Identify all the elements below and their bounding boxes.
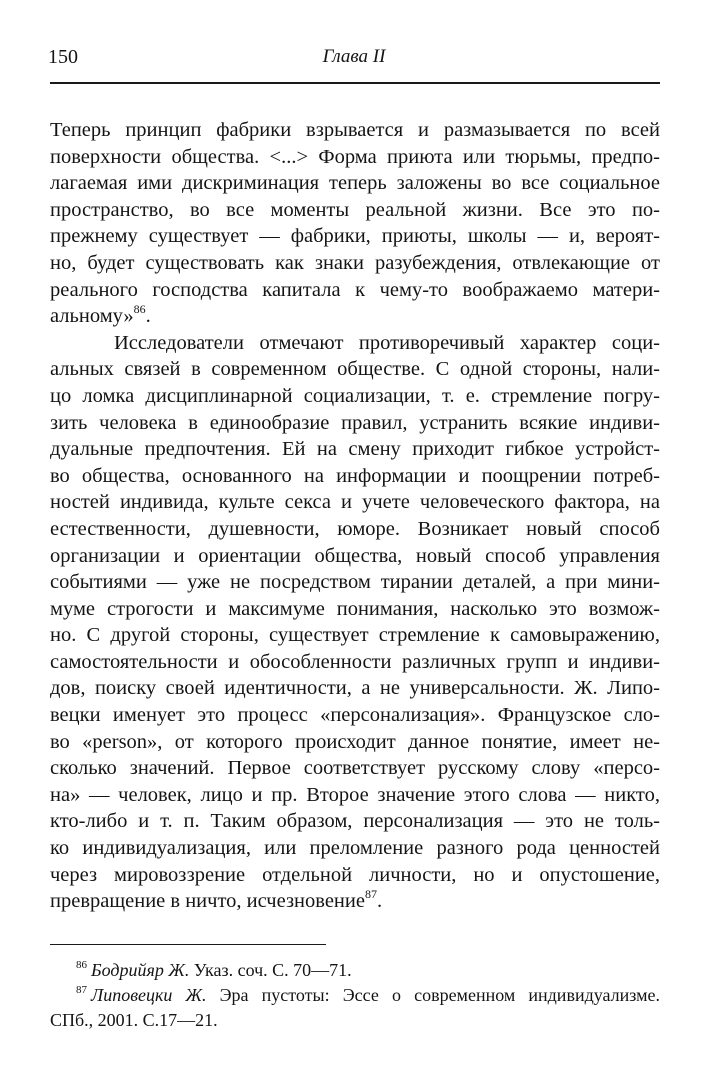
footnote-number: 86 [76,959,87,971]
text-line: поверхности общества. <...> Форма приюта или тюрьмы, предпо- [50,145,660,168]
running-head: Глава II [322,46,386,67]
footnote-text: Указ. соч. С. 70—71. [189,960,352,980]
header-rule [50,82,660,84]
text-line: естественности, душевности, юморе. Возникает новый способ [50,517,660,540]
text-line: Исследователи отмечают противоречивый характер соци- [114,331,660,354]
text-line: но. С другой стороны, существует стремление к самовыражению, [50,624,660,647]
text-line: зить человека в единообразие правил, устранить всякие индиви- [50,411,660,434]
footnote-number: 87 [76,984,87,996]
text-line: цо ломка дисциплинарной социализации, т. е. стремление погру- [50,384,660,407]
period: . [145,305,151,328]
body-text [50,117,660,915]
text-line: событиями — уже не посредством тирании деталей, а при мини- [50,571,660,594]
footnote-author: Бодрийяр Ж. [91,960,190,980]
footnote-separator [50,944,326,945]
footnote-author: Липовецки Ж. [91,985,207,1005]
text-line: реального господства капитала к чему-то воображаемо матери- [50,278,660,301]
text-line: кто-либо и т. п. Таким образом, персонализация — это не толь- [50,810,660,833]
text-line: но, будет существовать как знаки разубеждения, отвлекающие от [50,251,660,274]
page-number: 150 [48,46,78,68]
text-line: вецки именует это процесс «персонализация». Французское сло- [50,704,660,727]
footnote-87-continuation: СПб., 2001. С.17—21. [50,1010,218,1030]
text-line: прежнему существует — фабрики, приюты, школы — и, вероят- [50,225,660,248]
text-line: муме строгости и максимуме понимания, насколько это возмож- [50,597,660,620]
text-line: ностей индивида, культе секса и учете человеческого фактора, на [50,491,660,514]
footnote-ref-86[interactable]: 86 [133,302,146,317]
text-line: пространство, во все моменты реальной жизни. Все это по- [50,198,660,221]
text-line: сколько значений. Первое соответствует русскому слову «персо- [50,757,660,780]
footnote-86 [50,958,660,983]
footnotes [50,958,660,1033]
text-line: ко индивидуализация, или преломление разного рода ценностей [50,837,660,860]
text-line: дов, поиску своей идентичности, а не универсальности. Ж. Липо- [50,677,660,700]
text-line: через мировоззрение отдельной личности, но и опустошение, [50,863,660,886]
text-fragment: альному» [50,305,134,328]
text-line [50,888,660,915]
page-header [48,42,660,72]
footnote-text: Эра пустоты: Эссе о современном индивидуализме. [206,985,660,1005]
text-line: во общества, основанного на информации и поощрении потреб- [50,464,660,487]
text-line: организации и ориентации общества, новый способ управления [50,544,660,567]
text-fragment: превращение в ничто, исчезновение [50,890,365,913]
text-line: альных связей в современном обществе. С одной стороны, нали- [50,358,660,381]
period: . [376,890,383,913]
text-line: самостоятельности и обособленности различных групп и индиви- [50,650,660,673]
footnote-ref-87[interactable]: 87 [364,887,377,902]
text-line: Теперь принцип фабрики взрывается и размазывается по всей [50,119,660,141]
text-line: на» — человек, лицо и пр. Второе значение этого слова — никто, [50,783,660,806]
text-line [50,303,660,330]
text-line: во «person», от которого происходит данное понятие, имеет не- [50,730,660,753]
footnote-87 [50,983,660,1008]
text-line: лагаемая ими дискриминация теперь заложены во все социальное [50,172,660,195]
text-line: дуальные предпочтения. Ей на смену приходит гибкое устройст- [50,438,660,461]
